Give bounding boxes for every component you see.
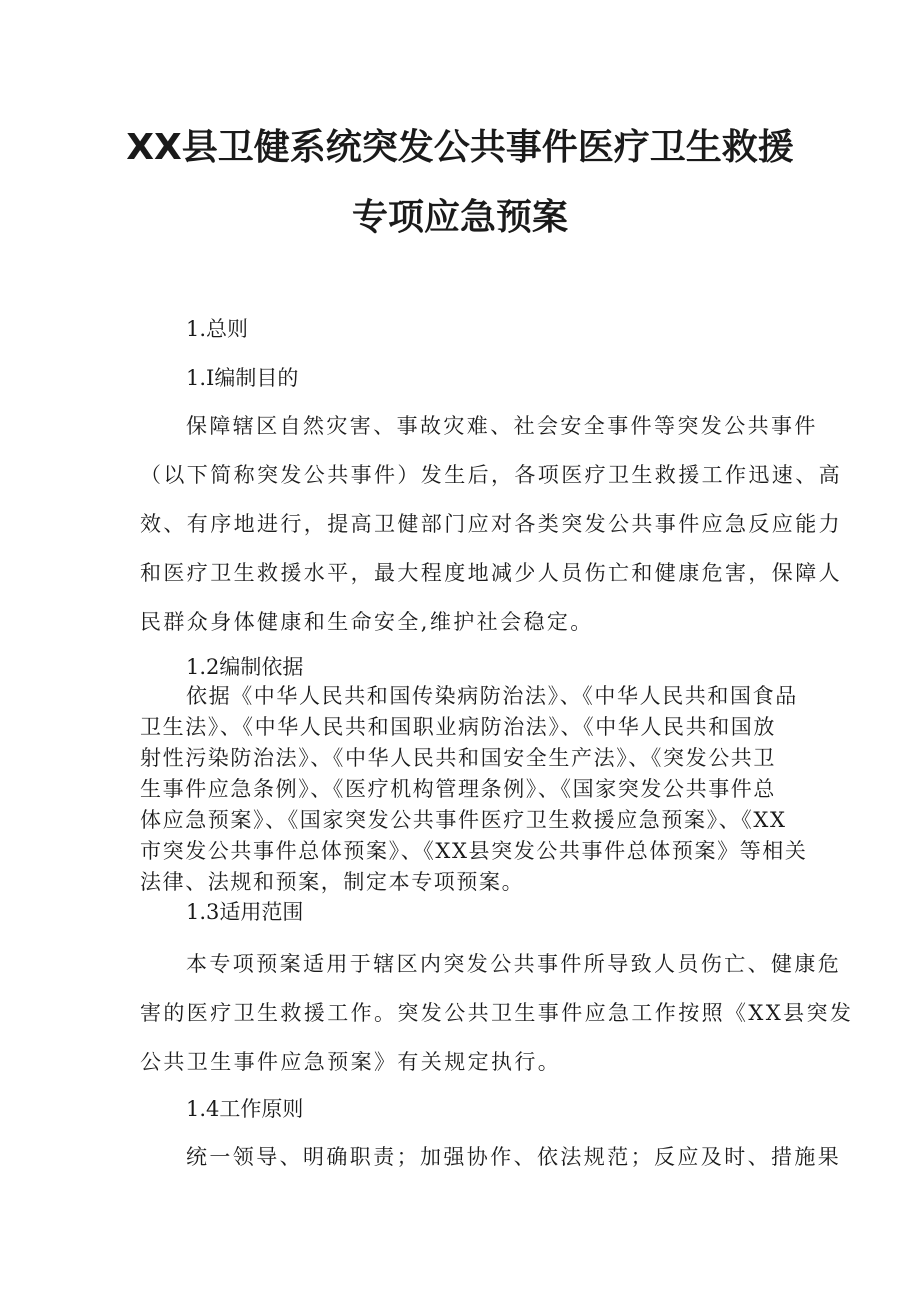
paragraph-line: 依据《中华人民共和国传染病防治法》、《中华人民共和国食品 xyxy=(186,684,798,708)
paragraph-line: 体应急预案》、《国家突发公共事件医疗卫生救援应急预案》、《XX xyxy=(140,808,787,832)
paragraph-line: 民群众身体健康和生命安全,维护社会稳定。 xyxy=(140,610,594,634)
paragraph-line: 市突发公共事件总体预案》、《XX县突发公共事件总体预案》等相关 xyxy=(140,839,808,863)
paragraph-line: 害的医疗卫生救援工作。突发公共卫生事件应急工作按照《XX县突发 xyxy=(140,1001,854,1025)
section-heading-general: 1.总则 xyxy=(186,317,249,341)
paragraph-line: 生事件应急条例》、《医疗机构管理条例》、《国家突发公共事件总 xyxy=(140,777,776,801)
paragraph-scope xyxy=(140,940,854,1087)
paragraph-line: 公共卫生事件应急预案》有关规定执行。 xyxy=(140,1050,562,1074)
section-heading-purpose: 1.I编制目的 xyxy=(186,366,299,390)
paragraph-line: 本专项预案适用于辖区内突发公共事件所导致人员伤亡、健康危 xyxy=(186,952,842,976)
section-heading-principles: 1.4工作原则 xyxy=(186,1097,304,1121)
paragraph-basis xyxy=(140,681,808,898)
document-title-line-1: XX县卫健系统突发公共事件医疗卫生救援 xyxy=(126,127,794,168)
paragraph-purpose xyxy=(140,402,842,647)
paragraph-principles xyxy=(140,1133,842,1182)
paragraph-line: （以下简称突发公共事件）发生后，各项医疗卫生救援工作迅速、高 xyxy=(140,463,842,487)
document-title-line-2: 专项应急预案 xyxy=(351,197,568,238)
section-heading-scope: 1.3适用范围 xyxy=(186,900,304,924)
paragraph-line: 和医疗卫生救援水平，最大程度地减少人员伤亡和健康危害，保障人 xyxy=(140,561,842,585)
paragraph-line: 保障辖区自然灾害、事故灾难、社会安全事件等突发公共事件 xyxy=(186,414,818,438)
paragraph-line: 效、有序地进行，提高卫健部门应对各类突发公共事件应急反应能力 xyxy=(140,512,842,536)
paragraph-line: 统一领导、明确职责；加强协作、依法规范；反应及时、措施果 xyxy=(186,1145,842,1169)
paragraph-line: 卫生法》、《中华人民共和国职业病防治法》、《中华人民共和国放 xyxy=(140,715,776,739)
section-heading-basis: 1.2编制依据 xyxy=(186,655,304,679)
paragraph-line: 射性污染防治法》、《中华人民共和国安全生产法》、《突发公共卫 xyxy=(140,746,776,770)
paragraph-line: 法律、法规和预案，制定本专项预案。 xyxy=(140,870,525,894)
